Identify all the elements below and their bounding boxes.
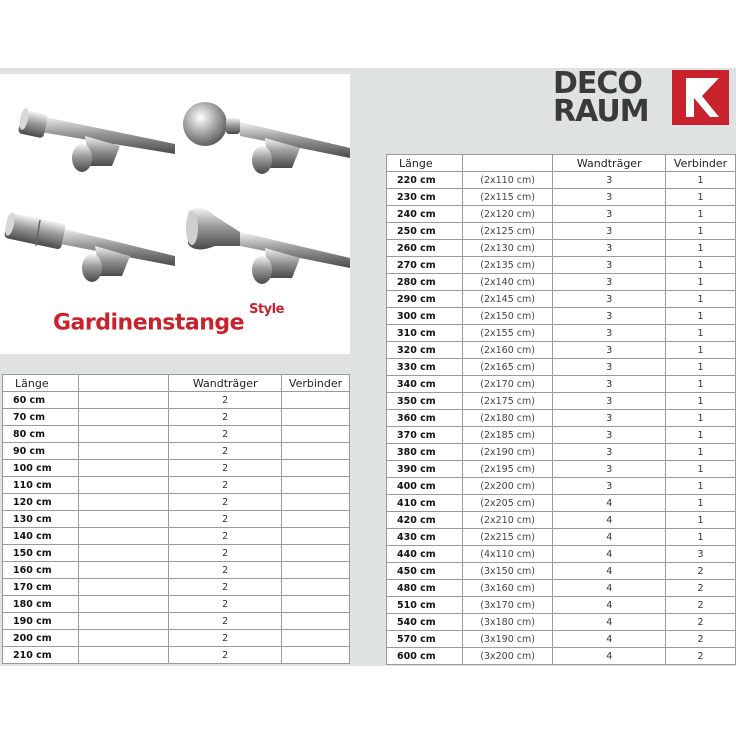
connectors-cell bbox=[282, 528, 350, 545]
connectors-cell: 2 bbox=[666, 563, 736, 580]
length-cell: 410 cm bbox=[387, 495, 463, 512]
connectors-cell: 1 bbox=[666, 223, 736, 240]
split-cell: (3x170 cm) bbox=[462, 597, 553, 614]
split-cell bbox=[78, 528, 169, 545]
length-cell: 230 cm bbox=[387, 189, 463, 206]
rod-stepped-finial bbox=[4, 211, 175, 282]
table-row bbox=[3, 443, 350, 460]
split-cell: (2x155 cm) bbox=[462, 325, 553, 342]
header-wall-brackets: Wandträger bbox=[169, 375, 282, 392]
length-cell: 390 cm bbox=[387, 461, 463, 478]
length-cell: 130 cm bbox=[3, 511, 79, 528]
length-cell: 250 cm bbox=[387, 223, 463, 240]
length-cell: 90 cm bbox=[3, 443, 79, 460]
connectors-cell: 2 bbox=[666, 648, 736, 665]
split-cell bbox=[78, 392, 169, 409]
length-cell: 300 cm bbox=[387, 308, 463, 325]
wall-brackets-cell: 3 bbox=[553, 291, 666, 308]
length-cell: 380 cm bbox=[387, 444, 463, 461]
header-wall-brackets: Wandträger bbox=[553, 155, 666, 172]
table-row bbox=[387, 444, 736, 461]
wall-brackets-cell: 3 bbox=[553, 410, 666, 427]
table-row bbox=[387, 308, 736, 325]
wall-brackets-cell: 3 bbox=[553, 257, 666, 274]
wall-brackets-cell: 3 bbox=[553, 393, 666, 410]
table-row bbox=[3, 460, 350, 477]
length-cell: 330 cm bbox=[387, 359, 463, 376]
length-cell: 70 cm bbox=[3, 409, 79, 426]
logo-mark-icon bbox=[672, 70, 729, 125]
wall-brackets-cell: 3 bbox=[553, 308, 666, 325]
wall-brackets-cell: 4 bbox=[553, 580, 666, 597]
split-cell: (2x205 cm) bbox=[462, 495, 553, 512]
table-row bbox=[3, 630, 350, 647]
wall-brackets-cell: 3 bbox=[553, 189, 666, 206]
connectors-cell bbox=[282, 409, 350, 426]
split-cell bbox=[78, 443, 169, 460]
wall-brackets-cell: 4 bbox=[553, 597, 666, 614]
connectors-cell: 1 bbox=[666, 206, 736, 223]
connectors-cell: 1 bbox=[666, 393, 736, 410]
connectors-cell bbox=[282, 562, 350, 579]
split-cell: (2x210 cm) bbox=[462, 512, 553, 529]
length-cell: 280 cm bbox=[387, 274, 463, 291]
wall-brackets-cell: 3 bbox=[553, 240, 666, 257]
connectors-cell: 1 bbox=[666, 427, 736, 444]
wall-brackets-cell: 3 bbox=[553, 223, 666, 240]
wall-brackets-cell: 4 bbox=[553, 512, 666, 529]
length-cell: 80 cm bbox=[3, 426, 79, 443]
table-row bbox=[3, 579, 350, 596]
table-row bbox=[387, 240, 736, 257]
table-row bbox=[387, 359, 736, 376]
connectors-cell: 2 bbox=[666, 631, 736, 648]
connectors-cell: 1 bbox=[666, 257, 736, 274]
split-cell: (3x160 cm) bbox=[462, 580, 553, 597]
brand-logo bbox=[553, 66, 735, 129]
table-row bbox=[387, 325, 736, 342]
table-row bbox=[3, 647, 350, 664]
length-cell: 140 cm bbox=[3, 528, 79, 545]
table-row bbox=[387, 563, 736, 580]
connectors-cell bbox=[282, 477, 350, 494]
split-cell: (2x110 cm) bbox=[462, 172, 553, 189]
split-cell: (2x130 cm) bbox=[462, 240, 553, 257]
split-cell bbox=[78, 545, 169, 562]
wall-brackets-cell: 2 bbox=[169, 494, 282, 511]
connectors-cell: 1 bbox=[666, 325, 736, 342]
length-cell: 150 cm bbox=[3, 545, 79, 562]
connectors-cell bbox=[282, 443, 350, 460]
logo-line-2: RAUM bbox=[553, 94, 649, 129]
connectors-cell: 2 bbox=[666, 597, 736, 614]
header-connectors: Verbinder bbox=[666, 155, 736, 172]
table-row bbox=[387, 172, 736, 189]
split-cell: (2x115 cm) bbox=[462, 189, 553, 206]
connectors-cell: 2 bbox=[666, 580, 736, 597]
split-cell: (2x190 cm) bbox=[462, 444, 553, 461]
connectors-cell: 1 bbox=[666, 512, 736, 529]
table-row bbox=[387, 597, 736, 614]
length-cell: 480 cm bbox=[387, 580, 463, 597]
length-cell: 210 cm bbox=[3, 647, 79, 664]
connectors-cell bbox=[282, 613, 350, 630]
product-title bbox=[53, 302, 284, 336]
wall-brackets-cell: 3 bbox=[553, 427, 666, 444]
length-cell: 310 cm bbox=[387, 325, 463, 342]
table-row bbox=[387, 410, 736, 427]
wall-brackets-cell: 2 bbox=[169, 579, 282, 596]
table-row bbox=[387, 495, 736, 512]
wall-brackets-cell: 2 bbox=[169, 392, 282, 409]
wall-brackets-cell: 2 bbox=[169, 460, 282, 477]
table-row bbox=[387, 614, 736, 631]
header-split bbox=[462, 155, 553, 172]
connectors-cell bbox=[282, 545, 350, 562]
table-row bbox=[3, 392, 350, 409]
table-row bbox=[387, 257, 736, 274]
wall-brackets-cell: 2 bbox=[169, 613, 282, 630]
wall-brackets-cell: 4 bbox=[553, 614, 666, 631]
connectors-cell: 1 bbox=[666, 444, 736, 461]
length-cell: 100 cm bbox=[3, 460, 79, 477]
product-title-text: Gardinenstange bbox=[53, 310, 245, 336]
wall-brackets-cell: 4 bbox=[553, 563, 666, 580]
table-row bbox=[387, 223, 736, 240]
wall-brackets-cell: 2 bbox=[169, 647, 282, 664]
wall-brackets-cell: 4 bbox=[553, 529, 666, 546]
table-row bbox=[3, 477, 350, 494]
length-cell: 570 cm bbox=[387, 631, 463, 648]
split-cell bbox=[78, 426, 169, 443]
table-row bbox=[3, 528, 350, 545]
connectors-cell: 1 bbox=[666, 172, 736, 189]
length-cell: 430 cm bbox=[387, 529, 463, 546]
connectors-cell: 1 bbox=[666, 308, 736, 325]
split-cell: (2x150 cm) bbox=[462, 308, 553, 325]
rod-ball-finial bbox=[183, 102, 350, 174]
wall-brackets-cell: 4 bbox=[553, 495, 666, 512]
split-cell: (2x175 cm) bbox=[462, 393, 553, 410]
split-cell: (3x190 cm) bbox=[462, 631, 553, 648]
length-cell: 260 cm bbox=[387, 240, 463, 257]
table-row bbox=[387, 512, 736, 529]
table-row bbox=[3, 562, 350, 579]
length-cell: 440 cm bbox=[387, 546, 463, 563]
table-row bbox=[387, 393, 736, 410]
length-cell: 600 cm bbox=[387, 648, 463, 665]
header-length: Länge bbox=[3, 375, 79, 392]
rod-cone-finial bbox=[186, 208, 350, 284]
table-row bbox=[387, 580, 736, 597]
length-cell: 340 cm bbox=[387, 376, 463, 393]
split-cell bbox=[78, 613, 169, 630]
split-cell: (4x110 cm) bbox=[462, 546, 553, 563]
connectors-cell bbox=[282, 392, 350, 409]
split-cell: (2x185 cm) bbox=[462, 427, 553, 444]
connectors-cell bbox=[282, 511, 350, 528]
wall-brackets-cell: 2 bbox=[169, 562, 282, 579]
connectors-cell: 1 bbox=[666, 478, 736, 495]
product-title-sup: Style bbox=[249, 302, 284, 317]
table-row bbox=[3, 596, 350, 613]
length-cell: 180 cm bbox=[3, 596, 79, 613]
wall-brackets-cell: 2 bbox=[169, 426, 282, 443]
rod-cylinder-finial bbox=[18, 107, 175, 172]
wall-brackets-cell: 3 bbox=[553, 359, 666, 376]
table-row bbox=[387, 291, 736, 308]
table-row bbox=[387, 274, 736, 291]
header-connectors: Verbinder bbox=[282, 375, 350, 392]
length-cell: 290 cm bbox=[387, 291, 463, 308]
length-cell: 60 cm bbox=[3, 392, 79, 409]
split-cell: (2x160 cm) bbox=[462, 342, 553, 359]
wall-brackets-cell: 3 bbox=[553, 206, 666, 223]
connectors-cell bbox=[282, 460, 350, 477]
length-cell: 370 cm bbox=[387, 427, 463, 444]
connectors-cell: 1 bbox=[666, 274, 736, 291]
length-cell: 420 cm bbox=[387, 512, 463, 529]
wall-brackets-cell: 4 bbox=[553, 648, 666, 665]
split-cell: (3x180 cm) bbox=[462, 614, 553, 631]
wall-brackets-cell: 4 bbox=[553, 631, 666, 648]
length-cell: 110 cm bbox=[3, 477, 79, 494]
header-split bbox=[78, 375, 169, 392]
table-row bbox=[387, 546, 736, 563]
length-cell: 320 cm bbox=[387, 342, 463, 359]
wall-brackets-cell: 2 bbox=[169, 596, 282, 613]
table-row bbox=[387, 189, 736, 206]
wall-brackets-cell: 2 bbox=[169, 477, 282, 494]
connectors-cell: 1 bbox=[666, 410, 736, 427]
connectors-cell: 1 bbox=[666, 342, 736, 359]
split-cell bbox=[78, 562, 169, 579]
header-length: Länge bbox=[387, 155, 463, 172]
table-row bbox=[387, 376, 736, 393]
connectors-cell: 1 bbox=[666, 291, 736, 308]
length-cell: 120 cm bbox=[3, 494, 79, 511]
split-cell bbox=[78, 630, 169, 647]
split-cell: (2x200 cm) bbox=[462, 478, 553, 495]
wall-brackets-cell: 2 bbox=[169, 630, 282, 647]
wall-brackets-cell: 2 bbox=[169, 409, 282, 426]
wall-brackets-cell: 2 bbox=[169, 528, 282, 545]
split-cell: (2x180 cm) bbox=[462, 410, 553, 427]
split-cell bbox=[78, 579, 169, 596]
table-row bbox=[387, 461, 736, 478]
length-cell: 200 cm bbox=[3, 630, 79, 647]
connectors-cell bbox=[282, 494, 350, 511]
table-row bbox=[387, 427, 736, 444]
length-cell: 400 cm bbox=[387, 478, 463, 495]
table-row bbox=[3, 613, 350, 630]
wall-brackets-cell: 2 bbox=[169, 511, 282, 528]
split-cell: (2x125 cm) bbox=[462, 223, 553, 240]
split-cell bbox=[78, 511, 169, 528]
wall-brackets-cell: 3 bbox=[553, 172, 666, 189]
table-row bbox=[387, 529, 736, 546]
logo-line-1: DECO bbox=[553, 66, 642, 101]
connectors-cell: 2 bbox=[666, 614, 736, 631]
split-cell bbox=[78, 596, 169, 613]
split-cell: (2x120 cm) bbox=[462, 206, 553, 223]
split-cell bbox=[78, 494, 169, 511]
table-row bbox=[387, 631, 736, 648]
connectors-cell: 1 bbox=[666, 495, 736, 512]
split-cell: (2x145 cm) bbox=[462, 291, 553, 308]
connectors-cell: 1 bbox=[666, 376, 736, 393]
length-cell: 450 cm bbox=[387, 563, 463, 580]
split-cell: (3x200 cm) bbox=[462, 648, 553, 665]
length-cell: 240 cm bbox=[387, 206, 463, 223]
wall-brackets-cell: 3 bbox=[553, 478, 666, 495]
length-cell: 170 cm bbox=[3, 579, 79, 596]
table-row bbox=[3, 426, 350, 443]
wall-brackets-cell: 3 bbox=[553, 376, 666, 393]
split-cell: (2x195 cm) bbox=[462, 461, 553, 478]
split-cell bbox=[78, 460, 169, 477]
table-row bbox=[387, 206, 736, 223]
wall-brackets-cell: 3 bbox=[553, 325, 666, 342]
connectors-cell: 1 bbox=[666, 189, 736, 206]
split-cell: (2x170 cm) bbox=[462, 376, 553, 393]
split-cell bbox=[78, 647, 169, 664]
table-row bbox=[3, 545, 350, 562]
connectors-cell: 1 bbox=[666, 529, 736, 546]
connectors-cell bbox=[282, 596, 350, 613]
table-row bbox=[387, 648, 736, 665]
length-cell: 350 cm bbox=[387, 393, 463, 410]
length-cell: 360 cm bbox=[387, 410, 463, 427]
split-cell: (2x165 cm) bbox=[462, 359, 553, 376]
table-row bbox=[387, 478, 736, 495]
wall-brackets-cell: 4 bbox=[553, 546, 666, 563]
table-row bbox=[3, 494, 350, 511]
length-table-long bbox=[386, 154, 736, 665]
wall-brackets-cell: 2 bbox=[169, 443, 282, 460]
length-cell: 540 cm bbox=[387, 614, 463, 631]
length-table-short bbox=[2, 374, 350, 664]
split-cell: (2x140 cm) bbox=[462, 274, 553, 291]
connectors-cell: 1 bbox=[666, 461, 736, 478]
table-header-row bbox=[3, 375, 350, 392]
wall-brackets-cell: 3 bbox=[553, 444, 666, 461]
length-cell: 220 cm bbox=[387, 172, 463, 189]
split-cell: (2x215 cm) bbox=[462, 529, 553, 546]
split-cell: (2x135 cm) bbox=[462, 257, 553, 274]
connectors-cell bbox=[282, 579, 350, 596]
length-cell: 190 cm bbox=[3, 613, 79, 630]
wall-brackets-cell: 3 bbox=[553, 274, 666, 291]
connectors-cell bbox=[282, 630, 350, 647]
connectors-cell bbox=[282, 647, 350, 664]
split-cell bbox=[78, 409, 169, 426]
wall-brackets-cell: 3 bbox=[553, 342, 666, 359]
length-cell: 270 cm bbox=[387, 257, 463, 274]
connectors-cell: 1 bbox=[666, 359, 736, 376]
length-cell: 160 cm bbox=[3, 562, 79, 579]
split-cell: (3x150 cm) bbox=[462, 563, 553, 580]
table-row bbox=[3, 511, 350, 528]
length-cell: 510 cm bbox=[387, 597, 463, 614]
table-header-row bbox=[387, 155, 736, 172]
wall-brackets-cell: 3 bbox=[553, 461, 666, 478]
connectors-cell bbox=[282, 426, 350, 443]
table-row bbox=[387, 342, 736, 359]
connectors-cell: 1 bbox=[666, 240, 736, 257]
table-row bbox=[3, 409, 350, 426]
connectors-cell: 3 bbox=[666, 546, 736, 563]
wall-brackets-cell: 2 bbox=[169, 545, 282, 562]
split-cell bbox=[78, 477, 169, 494]
